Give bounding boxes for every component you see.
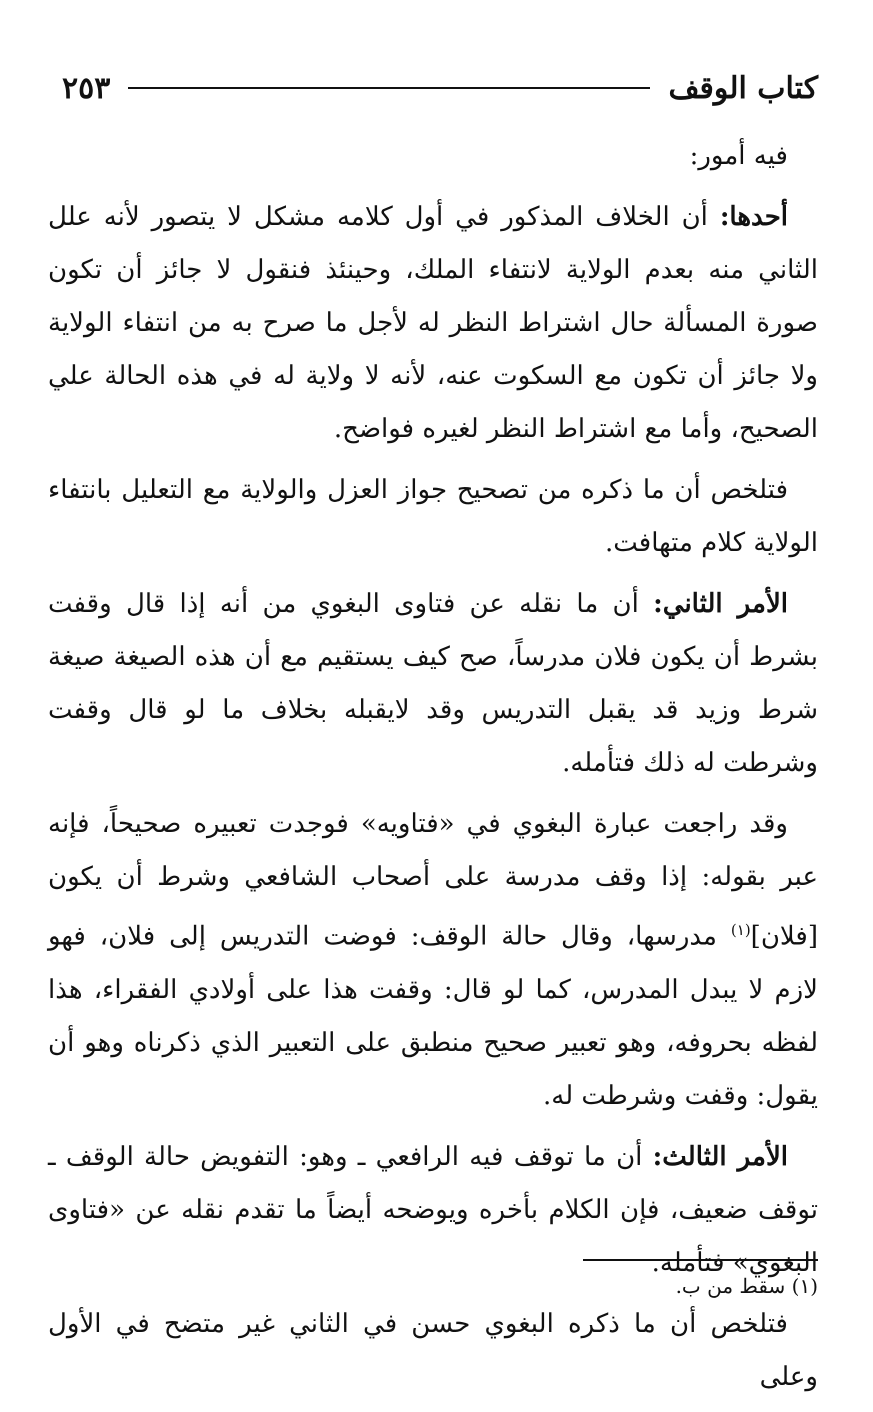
- paragraph-heading: الأمر الثالث:: [652, 1141, 788, 1172]
- running-title: كتاب الوقف: [668, 70, 818, 106]
- paragraph-body: مدرسها، وقال حالة الوقف: فوضت التدريس إلى فلان، فهو لازم لا يبدل المدرس، كما لو قال: وقفت هذا على أولادي الفقراء، هذا لفظه بحروفه، وهو تعبير صحيح منطبق على التعبير الذي ذكرناه وهو أن يقول: وقفت وشرطت له.: [48, 921, 818, 1111]
- paragraph-heading: أحدها:: [719, 202, 788, 232]
- main-text: [48, 130, 818, 1412]
- paragraph-second-matter: [48, 578, 818, 790]
- footnote: (١) سقط من ب.: [675, 1274, 818, 1298]
- page-number: ٢٥٣: [62, 70, 111, 106]
- paragraph-body: أن الخلاف المذكور في أول كلامه مشكل لا يتصور لأنه علل الثاني منه بعدم الولاية لانتفاء الملك، وحينئذ فنقول لا جائز أن تكون صورة المسألة حال اشتراط النظر له لأجل ما صرح به من انتفاء الولاية ولا جائز أن تكون مع السكوت عنه، لأنه لا ولاية له في هذه الحالة علي الصحيح، وأما مع اشتراط النظر لغيره فواضح.: [48, 202, 818, 444]
- paragraph-first-matter: [48, 191, 818, 456]
- paragraph-heading: الأمر الثاني:: [653, 589, 788, 619]
- page-header: [62, 66, 818, 110]
- paragraph-conclusion-two: فتلخص أن ما ذكره البغوي حسن في الثاني غير متضح في الأول وعلى: [48, 1308, 818, 1392]
- footnote-reference[interactable]: (١): [730, 921, 751, 939]
- paragraph-conclusion-one: فتلخص أن ما ذكره من تصحيح جواز العزل والولاية مع التعليل بانتفاء الولاية كلام متهافت.: [48, 475, 818, 558]
- paragraph-body: أن ما نقله عن فتاوى البغوي من أنه إذا قال وقفت بشرط أن يكون فلان مدرساً، صح كيف يستقيم مع أن هذه الصيغة صيغة شرط وزيد قد يقبل التدريس وقد لايقبله بخلاف ما لو قال وقفت وشرطت له ذلك فتأمله.: [48, 589, 818, 778]
- paragraph-body: أن ما توقف فيه الرافعي ـ وهو: التفويض حالة الوقف ـ توقف ضعيف، فإن الكلام بأخره ويوضحه أيضاً ما تقدم نقله عن «فتاوى البغوي» فتأمله.: [48, 1141, 818, 1278]
- header-rule: [128, 87, 650, 89]
- paragraph-third-matter: [48, 1131, 818, 1290]
- paragraph-intro: فيه أمور:: [689, 141, 788, 171]
- footnote-divider: [583, 1259, 818, 1261]
- paragraph-review: [48, 798, 818, 1123]
- paragraph-body: وقد راجعت عبارة البغوي في «فتاويه» فوجدت تعبيره صحيحاً، فإنه عبر بقوله: إذا وقف مدرسة على أصحاب الشافعي وشرط أن يكون [فلان]: [48, 809, 818, 952]
